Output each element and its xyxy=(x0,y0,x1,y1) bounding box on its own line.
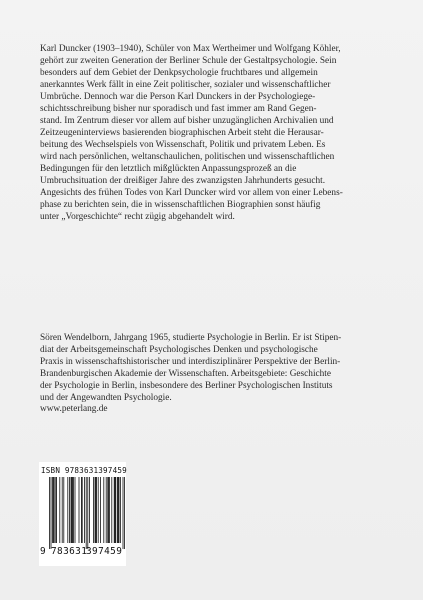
blurb-line: wird nach persönlichen, weltanschaulichen, politischen und wissenschaftlichen xyxy=(40,152,335,162)
barcode-bar xyxy=(89,477,90,543)
blurb-line: Umbrüche. Dennoch war die Person Karl Dunckers in der Psychologiege- xyxy=(40,92,316,102)
barcode-bar xyxy=(55,477,56,543)
book-blurb xyxy=(40,43,380,223)
blurb-line: gehört zur zweiten Generation der Berliner Schule der Gestaltpsychologie. Sein xyxy=(40,56,337,66)
barcode-bar xyxy=(120,477,121,543)
barcode-bar xyxy=(95,477,96,543)
blurb-line: Umbruchsituation der dreißiger Jahre des zwanzigsten Jahrhunderts gesucht. xyxy=(40,176,326,186)
blurb-line: Bedingungen für den letztlich mißglückten Anpassungsprozeß an die xyxy=(40,164,297,174)
barcode-bar xyxy=(49,477,50,549)
barcode-bar xyxy=(115,477,116,543)
isbn-label: ISBN 9783631397459 xyxy=(41,466,127,475)
bio-line: Sören Wendelborn, Jahrgang 1965, studierte Psychologie in Berlin. Er ist Stipen- xyxy=(40,333,342,343)
blurb-line: Angesichts des frühen Todes von Karl Duncker wird vor allem von einer Lebens- xyxy=(40,188,343,198)
barcode-bar xyxy=(75,477,76,543)
barcode-bar xyxy=(117,477,118,543)
blurb-line: Zeitzeugeninterviews basierenden biographischen Arbeit steht die Herausar- xyxy=(40,128,324,138)
barcode-bar xyxy=(108,477,109,543)
barcode-bar xyxy=(103,477,104,543)
ean-first-digit: 9 xyxy=(40,546,46,557)
blurb-line: besonders auf dem Gebiet der Denkpsychologie fruchtbares und allgemein xyxy=(40,68,318,78)
blurb-line: schichtsschreibung bisher nur sporadisch und fast immer am Rand Gegen- xyxy=(40,104,317,114)
author-bio xyxy=(40,332,380,404)
bio-line: der Psychologie in Berlin, insbesondere des Berliner Psychologischen Instituts xyxy=(40,381,333,391)
barcode-bar xyxy=(62,477,63,543)
barcode-bar xyxy=(100,477,101,543)
barcode-bar xyxy=(51,477,52,549)
barcode-bar xyxy=(54,477,55,543)
barcode-bar xyxy=(118,477,119,543)
blurb-line: phase zu berichten sein, die in wissenschaftlichen Biographien sonst häufig xyxy=(40,200,321,210)
barcode-bar xyxy=(84,477,85,543)
barcode-bar xyxy=(123,477,124,549)
barcode-bar xyxy=(73,477,74,543)
bio-line: und der Angewandten Psychologie. xyxy=(40,393,172,403)
barcode-bar xyxy=(124,477,125,549)
barcode-bar xyxy=(81,477,82,543)
barcode-bar xyxy=(95,477,96,543)
publisher-website: www.peterlang.de xyxy=(40,404,108,414)
ean-left-group: 783631 xyxy=(51,546,88,557)
barcode-bar xyxy=(59,477,60,543)
barcode-bar xyxy=(106,477,107,543)
barcode-bar xyxy=(93,477,94,543)
barcode-bar xyxy=(87,477,88,549)
blurb-line: anerkanntes Werk fällt in eine Zeit politischer, sozialer und wissenschaftlicher xyxy=(40,80,331,90)
barcode-bar xyxy=(82,477,83,543)
barcode-bar xyxy=(98,477,99,543)
blurb-line: Karl Duncker (1903–1940), Schüler von Max Wertheimer und Wolfgang Köhler, xyxy=(40,44,341,54)
barcode-bar xyxy=(111,477,112,543)
barcode-bar xyxy=(107,477,108,543)
barcode-bar xyxy=(56,477,57,543)
barcode-bar xyxy=(53,477,54,543)
barcode-bar xyxy=(67,477,68,543)
barcode-bar xyxy=(71,477,72,543)
barcode-bar xyxy=(96,477,97,543)
barcode-bar xyxy=(115,477,116,543)
blurb-line: unter „Vorgeschichte“ recht zügig abgehandelt wird. xyxy=(40,212,235,222)
barcode-bar xyxy=(86,477,87,549)
barcode-bars xyxy=(49,477,125,549)
barcode-bar xyxy=(109,477,110,543)
barcode-bar xyxy=(69,477,70,543)
barcode-bar xyxy=(71,477,72,543)
blurb-line: beitung des Wechselspiels von Wissenschaft, Politik und privatem Leben. Es xyxy=(40,140,326,150)
isbn-barcode xyxy=(39,462,126,566)
barcode-bar xyxy=(52,477,53,543)
bio-line: Praxis in wissenschaftshistorischer und interdisziplinärer Perspektive der Berlin- xyxy=(40,357,341,367)
bio-line: Brandenburgischen Akademie der Wissenschaften. Arbeitsgebiete: Geschichte xyxy=(40,369,332,379)
barcode-bar xyxy=(114,477,115,543)
barcode-bar xyxy=(72,477,73,543)
barcode-bar xyxy=(79,477,80,543)
barcode-bar xyxy=(119,477,120,543)
ean-right-group: 397459 xyxy=(86,546,123,557)
barcode-bar xyxy=(63,477,64,543)
blurb-line: stand. Im Zentrum dieser vor allem auf bisher unzugänglichen Archivalien und xyxy=(40,116,334,126)
bio-line: diat der Arbeitsgemeinschaft Psychologisches Denken und psychologische xyxy=(40,345,318,355)
